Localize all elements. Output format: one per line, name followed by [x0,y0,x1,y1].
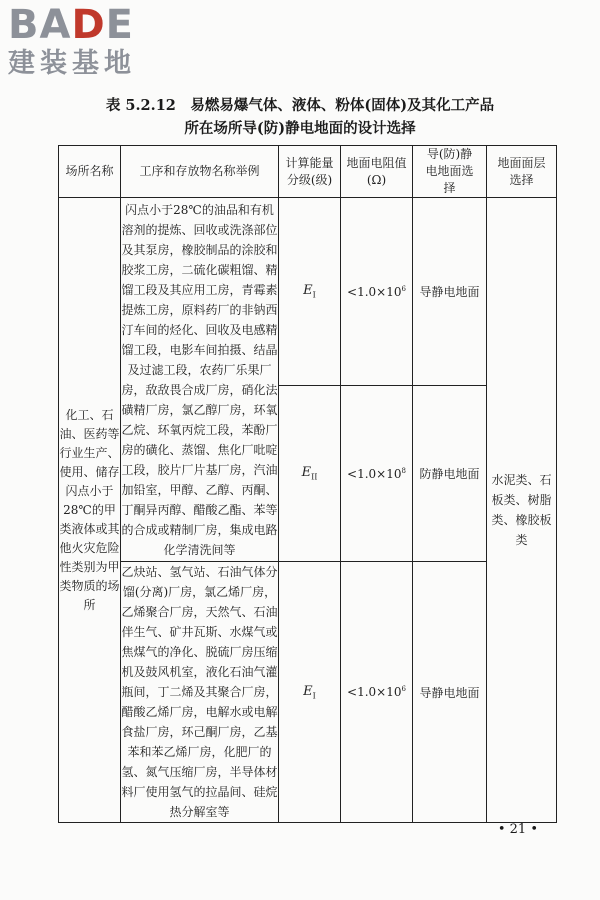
grade-cell: $E_{II}$ [279,386,341,562]
static-floor-table [58,145,557,823]
resistance-cell: $<1.0\times 10^8$ [341,386,413,562]
logo-brand: BADE [8,2,134,48]
table-title-line1: 表 5.2.12 易燃易爆气体、液体、粉体(固体)及其化工产品 [105,97,495,114]
resistance-cell: $<1.0\times 10^6$ [341,562,413,823]
selection-cell: 导静电地面 [413,198,487,386]
header-selection: 导(防)静电地面选择 [413,146,487,198]
page-number: • 21 • [497,822,538,837]
header-resistance: 地面电阻值(Ω) [341,146,413,198]
header-layer: 地面面层选择 [487,146,557,198]
table-header-row [59,146,557,198]
logo-subtitle: 建装基地 [8,48,136,79]
resistance-cell: $<1.0\times 10^6$ [341,198,413,386]
table-row [59,198,557,386]
header-grade: 计算能量分级(级) [279,146,341,198]
table-row [59,562,557,823]
layer-cell: 水泥类、石板类、树脂类、橡胶板类 [487,198,557,823]
selection-cell: 防静电地面 [413,386,487,562]
selection-cell: 导静电地面 [413,562,487,823]
table-title-line2: 所在场所导(防)静电地面的设计选择 [184,120,416,137]
header-place: 场所名称 [59,146,121,198]
grade-cell: $E_I$ [279,562,341,823]
grade-cell: $E_I$ [279,198,341,386]
process-cell: 乙炔站、氢气站、石油气体分馏(分离)厂房，氯乙烯厂房，乙烯聚合厂房，天然气、石油伴生气、矿井瓦斯、水煤气或焦煤气的净化、脱硫厂房压缩机及鼓风机室，液化石油气灌瓶间，丁二烯及其聚合厂房，醋酸乙烯厂房，电解水或电解食盐厂房，环己酮厂房，乙基苯和苯乙烯厂房，化肥厂的氢、氮气压缩厂房，半导体材料厂使用氢气的拉晶间、硅烷热分解室等 [121,562,279,823]
process-cell: 闪点小于28℃的油品和有机溶剂的提炼、回收或洗涤部位及其泵房，橡胶制品的涂胶和胶浆工房，二硫化碳粗馏、精馏工段及其应用工房，青霉素提炼工房，原料药厂的非钠西汀车间的烃化、回收及电感精馏工段，电影车间拍摄、结晶及过滤工段，农药厂乐果厂房，敌敌畏合成厂房，硝化法磺精厂房，氯乙醇厂房，环氧乙烷、环氧丙烷工段，苯酚厂房的磺化、蒸馏、焦化厂吡啶工段，胶片厂片基厂房，汽油加铅室，甲醇、乙醇、丙酮、丁酮异丙醇、醋酸乙酯、苯等的合成或精制厂房，集成电路化学清洗间等 [121,198,279,562]
place-name-cell: 化工、石油、医药等行业生产、使用、储存闪点小于28℃的甲类液体或其他火灾危险性类别为甲类物质的场所 [59,198,121,823]
header-process: 工序和存放物名称举例 [121,146,279,198]
bade-logo [8,4,178,80]
